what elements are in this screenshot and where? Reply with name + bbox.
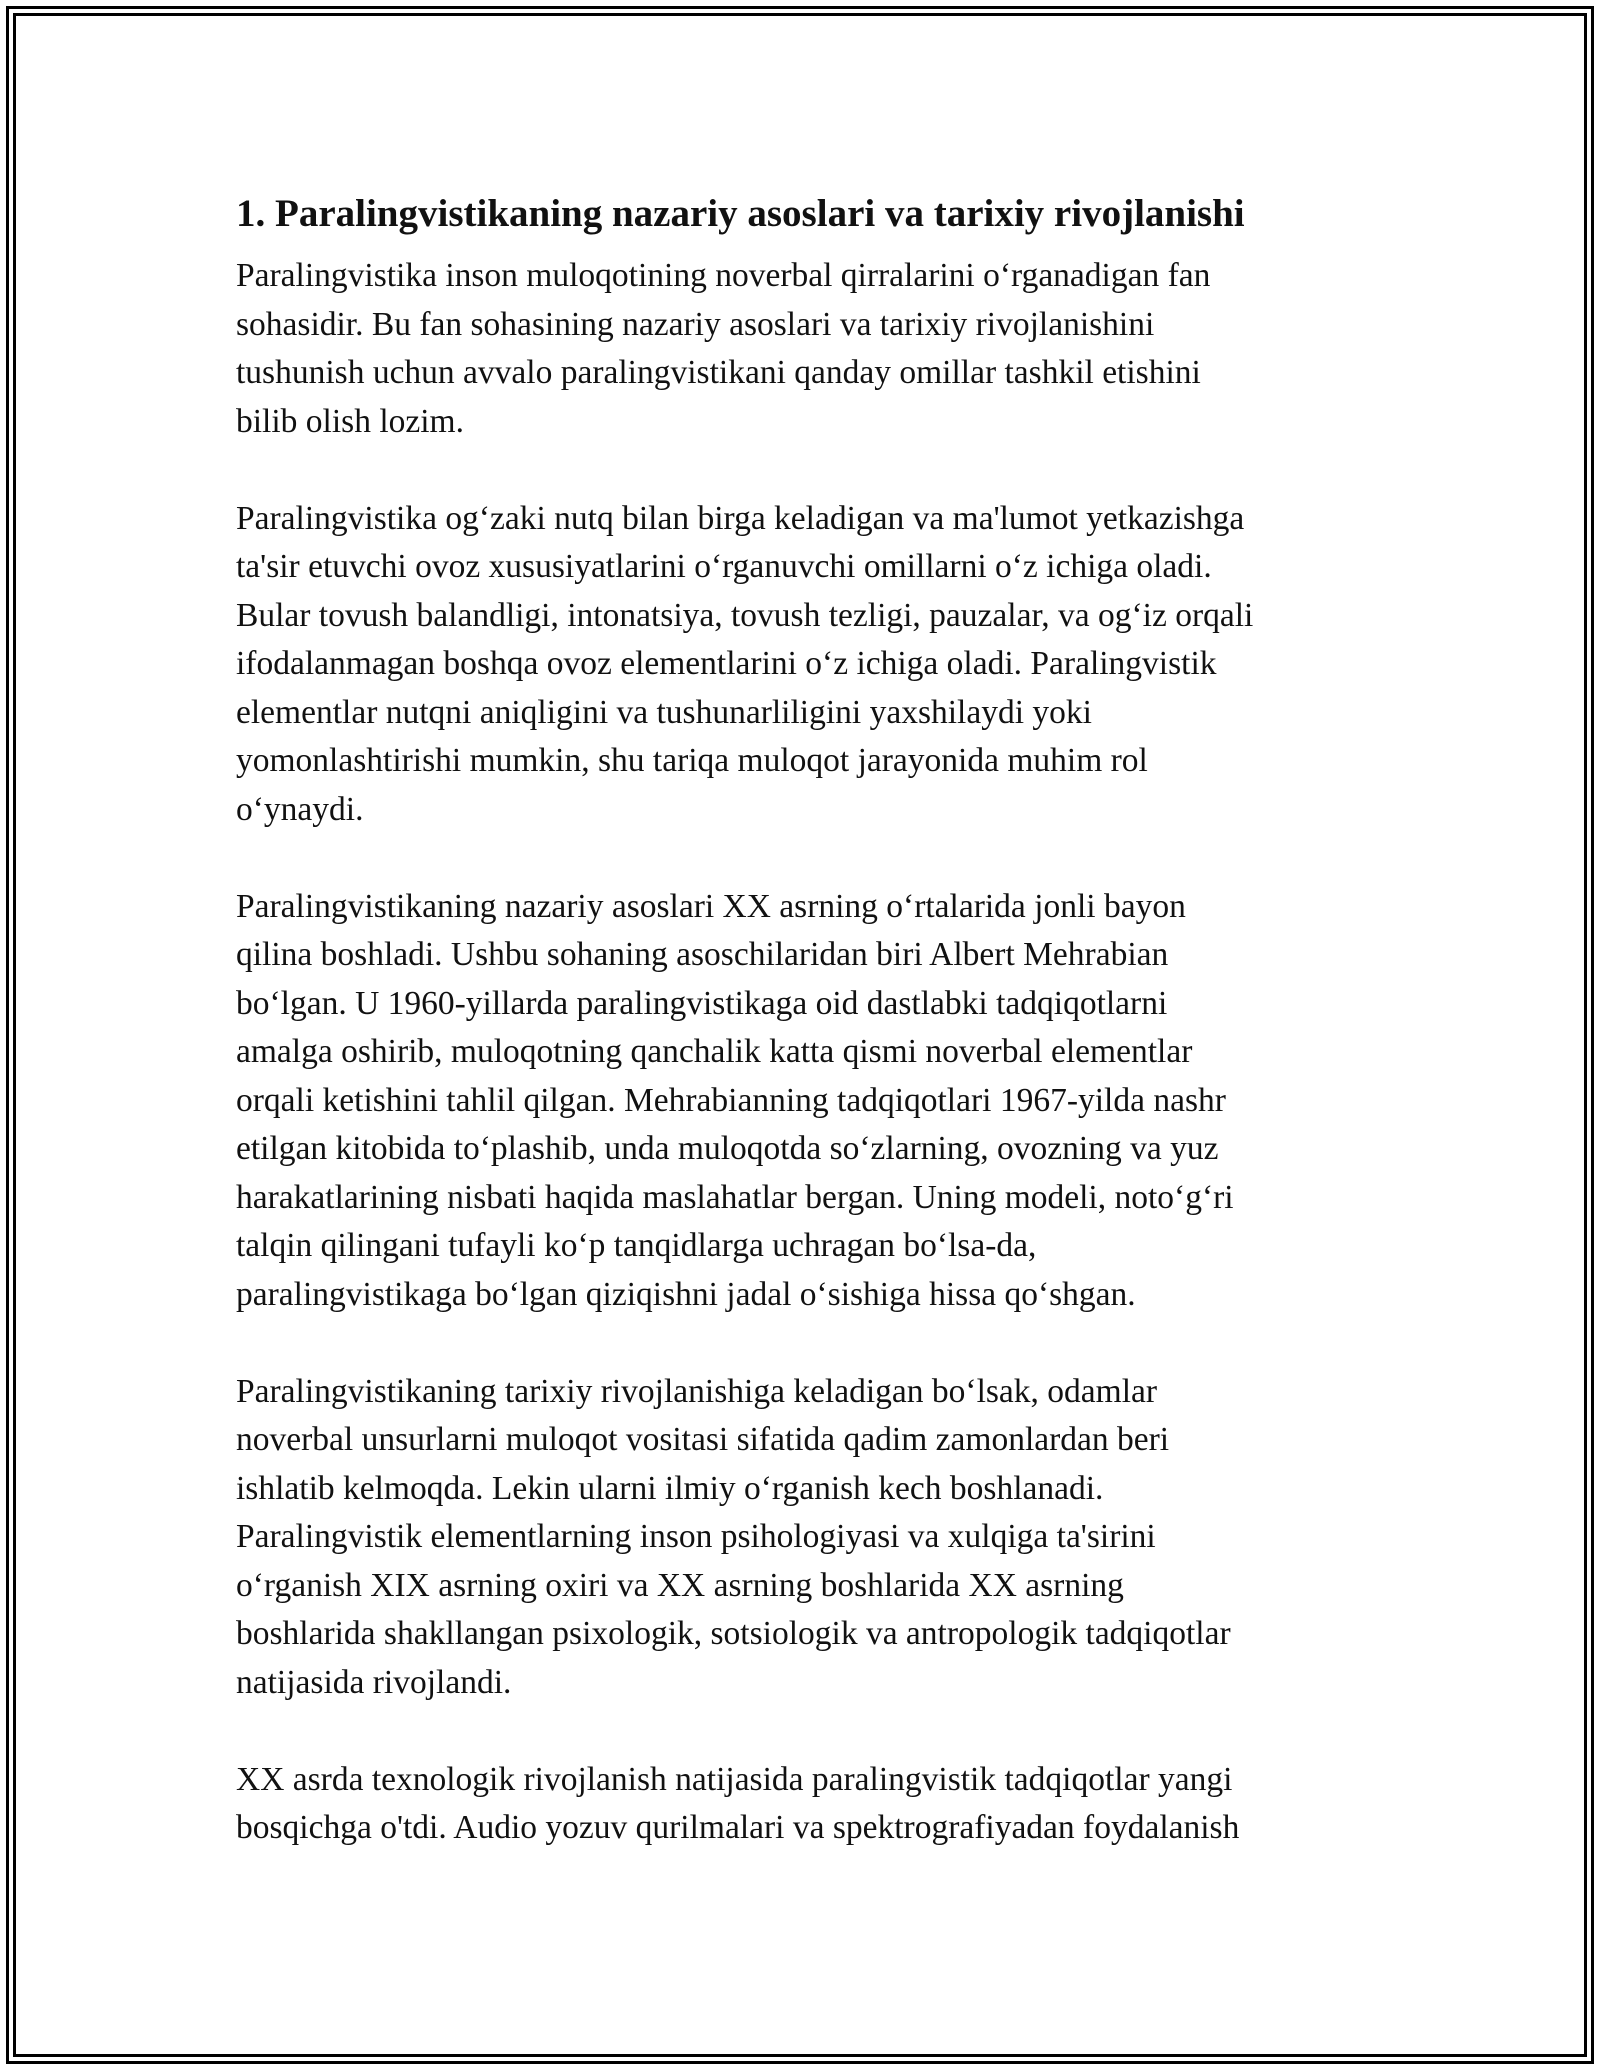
paragraph-line: yomonlashtirishi mumkin, shu tariqa muloqot jarayonida muhim rol <box>236 742 1148 779</box>
paragraph-line: sohasidir. Bu fan sohasining nazariy asoslari va tarixiy rivojlanishini <box>236 305 1155 343</box>
body-paragraph <box>236 1368 1366 1708</box>
paragraph-line: Bular tovush balandligi, intonatsiya, tovush tezligi, pauzalar, va ogʻiz orqali <box>236 596 1254 634</box>
paragraph-line: Paralingvistikaning nazariy asoslari XX asrning oʻrtalarida jonli bayon <box>236 887 1186 925</box>
paragraph-line: ta'sir etuvchi ovoz xususiyatlarini oʻrganuvchi omillarni oʻz ichiga oladi. <box>236 548 1212 585</box>
paragraph-line: orqali ketishini tahlil qilgan. Mehrabianning tadqiqotlari 1967-yilda nashr <box>236 1081 1226 1119</box>
paragraph-line: boshlarida shakllangan psixologik, sotsiologik va antropologik tadqiqotlar <box>236 1615 1231 1652</box>
section-heading: 1. Paralingvistikaning nazariy asoslari va tarixiy rivojlanishi <box>236 192 1245 235</box>
body-paragraph <box>236 495 1366 835</box>
paragraph-line: tushunish uchun avvalo paralingvistikani qanday omillar tashkil etishini <box>236 354 1201 391</box>
body-paragraph <box>236 1756 1366 1853</box>
body-paragraph <box>236 252 1366 446</box>
paragraph-line: XX asrda texnologik rivojlanish natijasida paralingvistik tadqiqotlar yangi <box>236 1760 1233 1798</box>
paragraph-line: Paralingvistika inson muloqotining noverbal qirralarini oʻrganadigan fan <box>236 257 1211 294</box>
paragraph-line: Paralingvistika ogʻzaki nutq bilan birga keladigan va ma'lumot yetkazishga <box>236 499 1245 537</box>
paragraph-line: ifodalanmagan boshqa ovoz elementlarini oʻz ichiga oladi. Paralingvistik <box>236 645 1217 682</box>
paragraph-line: Paralingvistikaning tarixiy rivojlanishiga keladigan boʻlsak, odamlar <box>236 1372 1158 1410</box>
paragraph-line: bilib olish lozim. <box>236 402 464 440</box>
paragraph-line: elementlar nutqni aniqligini va tushunarliligini yaxshilaydi yoki <box>236 693 1092 731</box>
paragraph-line: ishlatib kelmoqda. Lekin ularni ilmiy oʻrganish kech boshlanadi. <box>236 1469 1104 1507</box>
paragraph-line: oʻynaydi. <box>236 790 364 828</box>
paragraph-line: talqin qilingani tufayli koʻp tanqidlarga uchragan boʻlsa-da, <box>236 1227 1037 1264</box>
paragraph-line: Paralingvistik elementlarning inson psihologiyasi va xulqiga ta'sirini <box>236 1518 1156 1555</box>
paragraph-line: etilgan kitobida toʻplashib, unda muloqotda soʻzlarning, ovozning va yuz <box>236 1130 1219 1167</box>
paragraph-line: noverbal unsurlarni muloqot vositasi sifatida qadim zamonlardan beri <box>236 1421 1170 1458</box>
body-paragraph <box>236 883 1366 1320</box>
paragraph-line: paralingvistikaga boʻlgan qiziqishni jadal oʻsishiga hissa qoʻshgan. <box>236 1275 1136 1313</box>
paragraph-line: oʻrganish XIX asrning oxiri va XX asrning boshlarida XX asrning <box>236 1566 1124 1604</box>
paragraph-line: harakatlarining nisbati haqida maslahatlar bergan. Uning modeli, notoʻgʻri <box>236 1178 1234 1216</box>
paragraph-line: natijasida rivojlandi. <box>236 1663 512 1701</box>
paragraph-line: boʻlgan. U 1960-yillarda paralingvistikaga oid dastlabki tadqiqotlarni <box>236 984 1168 1022</box>
paragraph-line: amalga oshirib, muloqotning qanchalik katta qismi noverbal elementlar <box>236 1033 1193 1070</box>
paragraph-line: bosqichga o'tdi. Audio yozuv qurilmalari va spektrografiyadan foydalanish <box>236 1809 1240 1846</box>
document-body <box>236 186 1366 1901</box>
paragraph-line: qilina boshladi. Ushbu sohaning asoschilaridan biri Albert Mehrabian <box>236 936 1169 973</box>
paragraph-list <box>236 252 1366 1853</box>
